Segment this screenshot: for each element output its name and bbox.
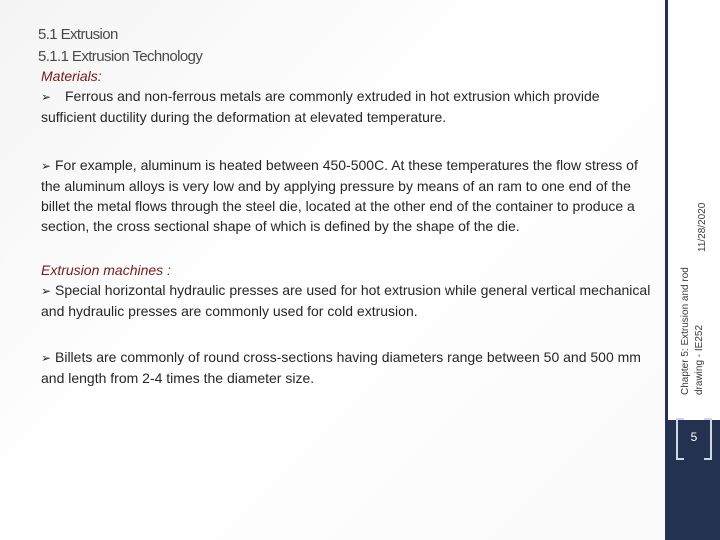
arrow-bullet-icon: ➢: [41, 159, 52, 173]
section-title: 5.1 Extrusion: [38, 26, 118, 43]
example-paragraph: [41, 155, 653, 236]
page-number-box: [676, 418, 712, 456]
billets-text: Billets are commonly of round cross-sections having diameters range between 50 and 500 mm and length from 2-4 times the diameter size.: [41, 349, 641, 386]
arrow-bullet-icon: ➢: [41, 90, 52, 104]
machines-text: Special horizontal hydraulic presses are used for hot extrusion while general vertical mechanical and hydraulic presses are commonly used for cold extrusion.: [41, 282, 651, 319]
machines-colon: :: [163, 262, 171, 278]
materials-heading: [41, 66, 653, 86]
slide-date: 11/28/2020: [697, 202, 708, 252]
slide-header: [38, 24, 638, 68]
example-text: For example, aluminum is heated between 450-500C. At these temperatures the flow stress of the aluminum alloys is very low and by applying pressure by means of an ram to one end of the billet the metal flows through the steel die, located at the other end of the container to produce a section, the cross sectional shape of which is defined by the shape of the die.: [41, 157, 638, 234]
page-number: 5: [690, 430, 698, 444]
machines-label: Extrusion machines: [41, 262, 164, 278]
materials-paragraph: [41, 86, 653, 127]
footer-chapter-line1: Chapter 5: Extrusion and rod: [680, 267, 691, 395]
machines-paragraph: [41, 280, 653, 321]
billets-paragraph: [41, 347, 653, 388]
materials-text: Ferrous and non-ferrous metals are commonly extruded in hot extrusion which provide sufficient ductility during the deformation at elevated temperature.: [41, 88, 600, 125]
arrow-bullet-icon: ➢: [41, 351, 52, 365]
footer-chapter-line2: drawing - IE252: [694, 324, 705, 395]
subsection-title: 5.1.1 Extrusion Technology: [38, 48, 203, 65]
materials-label: Materials:: [41, 68, 102, 84]
arrow-bullet-icon: ➢: [41, 284, 52, 298]
slide-content: [41, 66, 653, 388]
machines-heading: [41, 260, 653, 280]
